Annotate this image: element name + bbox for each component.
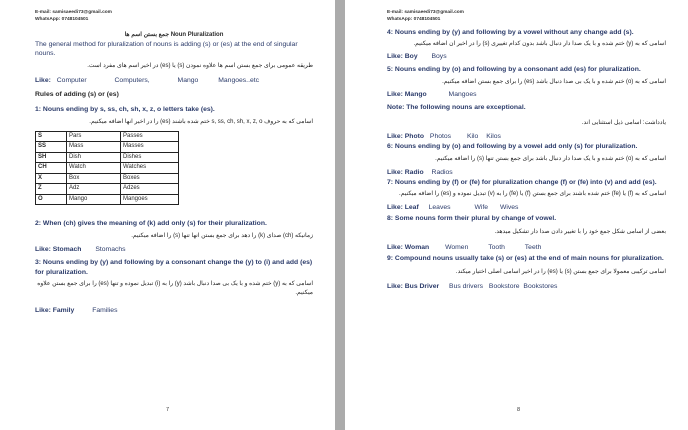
table-cell: Passes — [121, 131, 179, 142]
table-cell: Adz — [67, 184, 121, 195]
note-arabic: یادداشت: اسامی ذیل استثنایی اند. — [581, 119, 666, 126]
example-word: Kilo — [466, 132, 479, 140]
example-line-4 — [387, 52, 666, 61]
table-cell: Mangoes — [121, 194, 179, 205]
example-word: Wife — [474, 204, 489, 212]
rule-4-arabic: اسامی که به (y) ختم شده و با یک صدا دار دنبال باشد بدون کدام تغییری (s) را در اخیر ان اضافه میکنیم. — [413, 41, 666, 48]
example-word: Mango — [177, 77, 199, 85]
example-word: Photos — [429, 132, 452, 140]
rule-9-arabic: اسامی ترکیبی معمولا برای جمع بستن (s) یا (es) را در اخیر اسامی اصلی اختیار میکند. — [455, 269, 666, 276]
rule-3: 3: Nouns ending by (y) and following by a consonant change the (y) to (i) and add (es) for pluralization. — [35, 259, 313, 276]
example-word: Leaves — [428, 204, 451, 212]
table-cell: Dish — [67, 152, 121, 163]
example-word: Kilos — [486, 132, 501, 140]
example-word: Bookstores — [523, 283, 558, 291]
rule-7: 7: Nouns ending by (f) or (fe) for pluralization change (f) or (fe) into (v) and add (es). — [387, 178, 657, 186]
document-page-left — [0, 0, 335, 430]
whatsapp-line: WhatsApp: 0748104501 — [387, 16, 441, 22]
example-label: Like: Leaf — [387, 204, 419, 212]
whatsapp-line: WhatsApp: 0748104501 — [35, 16, 89, 22]
table-cell: SH — [36, 152, 67, 163]
example-line-8 — [387, 243, 666, 252]
rule-9: 9: Compound nouns usually take (s) or (es) at the end of main nouns for pluralization. — [387, 255, 664, 263]
table-cell: Masses — [121, 142, 179, 153]
table-cell: SS — [36, 142, 67, 153]
example-line-9 — [387, 282, 666, 291]
table-cell: O — [36, 194, 67, 205]
table-cell: Watches — [121, 163, 179, 174]
rule-1: 1: Nouns ending by s, ss, ch, sh, x, z, o letters take (es). — [35, 106, 215, 114]
rule-8-arabic: بعضی از اسامی شکل جمع خود را با تغییر دادن صدا دار تشکیل میدهد. — [494, 229, 666, 236]
example-word: Bus drivers — [449, 283, 484, 291]
rule-2: 2: When (ch) gives the meaning of (k) add only (s) for their pluralization. — [35, 220, 267, 228]
intro-text: The general method for pluralization of nouns is adding (s) or (es) at the end of singular nouns. — [35, 41, 298, 58]
page-number: 8 — [517, 407, 521, 413]
table-row — [36, 142, 179, 153]
example-word: Mangoes..etc — [218, 77, 260, 85]
page-number: 7 — [166, 407, 170, 413]
rule-4: 4: Nouns ending by (y) and following by a vowel without any change add (s). — [387, 29, 634, 36]
example-word: Tooth — [488, 244, 505, 252]
example-label: Like: Stomach — [35, 246, 82, 254]
table-row — [36, 194, 179, 205]
example-label: Like: Mango — [387, 91, 427, 99]
title-english: Noun Pluralization — [170, 32, 224, 38]
example-line-5 — [387, 90, 666, 99]
table-cell: Watch — [67, 163, 121, 174]
title-arabic: جمع بستن اسم ها — [124, 32, 170, 38]
example-word: Computers, — [114, 77, 150, 85]
table-cell: Z — [36, 184, 67, 195]
email-line: E-mail: samisaeedi73@gmail.com — [35, 10, 112, 15]
page-title — [35, 32, 313, 39]
table-row — [36, 163, 179, 174]
rule-3-arabic: اسامی که به (y) ختم شده و با یک بی صدا دنبال باشد (y) را به (i) تبدیل نموده و تنها (es) را برای جمع بستن علاوه میکنیم. — [37, 280, 313, 296]
example-line-1 — [35, 76, 313, 85]
example-line-2 — [35, 245, 313, 254]
table-cell: Box — [67, 173, 121, 184]
example-word: Families — [92, 306, 118, 314]
example-word: Bookstore — [488, 283, 520, 291]
table-cell: S — [36, 131, 67, 142]
table-cell: Dishes — [121, 152, 179, 163]
table-cell: Adzes — [121, 184, 179, 195]
table-cell: Mass — [67, 142, 121, 153]
example-label: Like: Boy — [387, 53, 418, 61]
rule-8: 8: Some nouns form their plural by change of vowel. — [387, 215, 557, 223]
rule-5-arabic: اسامی که به (o) ختم شده و با یک بی صدا دنبال باشد (es) را برای جمع بستن اضافه میکنیم. — [442, 79, 666, 86]
document-page-right — [345, 0, 688, 430]
example-label: Like: Bus Driver — [387, 283, 440, 291]
rules-heading: Rules of adding (s) or (es) — [35, 91, 119, 99]
table-row — [36, 152, 179, 163]
table-cell: Boxes — [121, 173, 179, 184]
example-word: Stomachs — [95, 246, 126, 254]
example-label: Like: Radio — [387, 168, 424, 176]
table-row — [36, 173, 179, 184]
suffix-table — [35, 131, 179, 206]
example-word: Radios — [431, 168, 453, 176]
email-line: E-mail: samisaeedi73@gmail.com — [387, 10, 464, 15]
table-cell: X — [36, 173, 67, 184]
example-word: Boys — [431, 53, 447, 61]
example-label: Like: Family — [35, 306, 75, 314]
note-line: Note: The following nouns are exceptional. — [387, 104, 526, 112]
rule-7-arabic: اسامی که به (f) یا (fe) ختم شده باشند برای جمع بستن (f) یا (fe) را به (v) تبدیل نموده و (es) را اضافه میکنیم. — [399, 191, 666, 198]
example-word: Teeth — [524, 244, 542, 252]
example-label: Like: Photo — [387, 132, 425, 140]
rule-5: 5: Nouns ending by (o) and following by a consonant add (es) for pluralization. — [387, 66, 641, 74]
example-label: Like: Woman — [387, 244, 430, 252]
intro-arabic: طریقه عمومی برای جمع بستن اسم ها علاوه نمودن (s) یا (es) در اخیر اسم های مفرد است. — [87, 63, 313, 70]
table-row — [36, 131, 179, 142]
rule-6-arabic: اسامی که به (o) ختم شده و با یک صدا دار دنبال باشد برای جمع بستن تنها (s) را اضافه میکنیم. — [435, 155, 666, 162]
example-line-note — [387, 132, 666, 141]
example-line-3 — [35, 306, 313, 315]
rule-1-arabic: اسامی که به حروف s, ss, ch, sh, x, z, o ختم شده باشند (es) را در اخیر انها اضافه میکنیم. — [89, 118, 313, 125]
example-word: Women — [445, 244, 469, 252]
example-line-6 — [387, 168, 666, 177]
page-content — [35, 10, 313, 315]
table-row — [36, 184, 179, 195]
rule-6: 6: Nouns ending by (o) and following by a vowel add only (s) for pluralization. — [387, 142, 638, 150]
table-cell: Pars — [67, 131, 121, 142]
example-line-7 — [387, 203, 666, 212]
rule-2-arabic: زمانیکه (ch) صدای (k) را دهد برای جمع بستن انها تنها (s) را اضافه میکنیم. — [131, 233, 313, 240]
example-word: Computer — [56, 77, 87, 85]
table-cell: Mango — [67, 194, 121, 205]
page-content — [387, 10, 666, 291]
example-label: Like: — [35, 77, 51, 85]
example-word: Wives — [499, 204, 519, 212]
table-cell: CH — [36, 163, 67, 174]
example-word: Mangoes — [448, 91, 477, 99]
